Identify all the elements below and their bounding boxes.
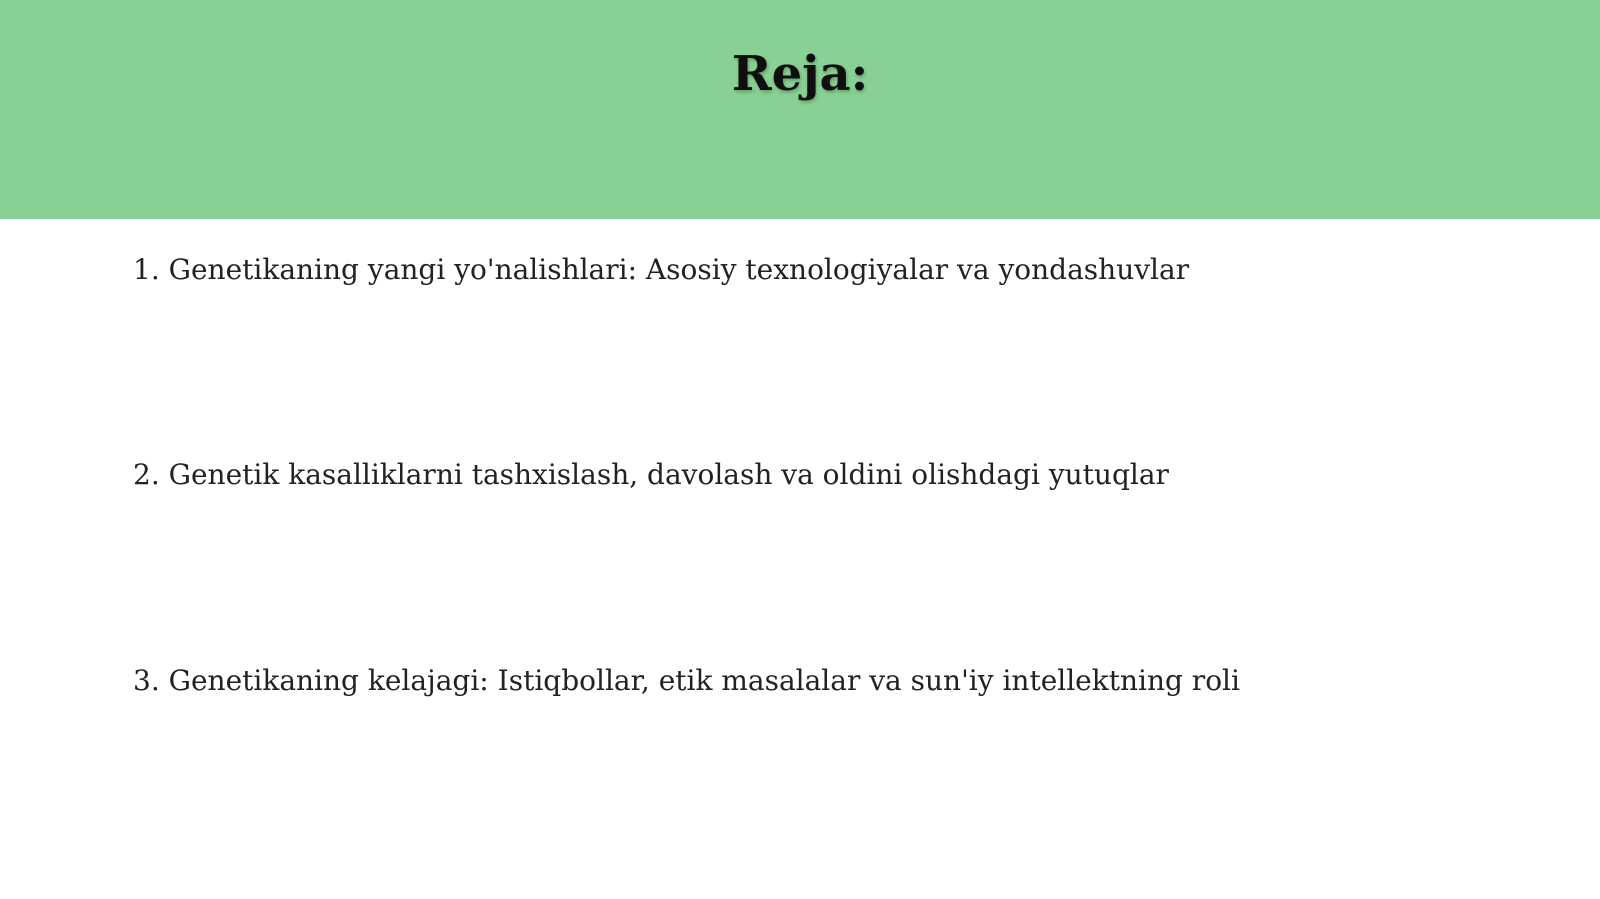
- slide-title: Reja:: [731, 46, 869, 102]
- plan-item-2: 2. Genetik kasalliklarni tashxislash, davolash va oldini olishdagi yutuqlar: [133, 458, 1169, 491]
- plan-item-1: 1. Genetikaning yangi yo'nalishlari: Asosiy texnologiyalar va yondashuvlar: [133, 253, 1190, 286]
- plan-item-3: 3. Genetikaning kelajagi: Istiqbollar, etik masalalar va sun'iy intellektning roli: [133, 664, 1240, 697]
